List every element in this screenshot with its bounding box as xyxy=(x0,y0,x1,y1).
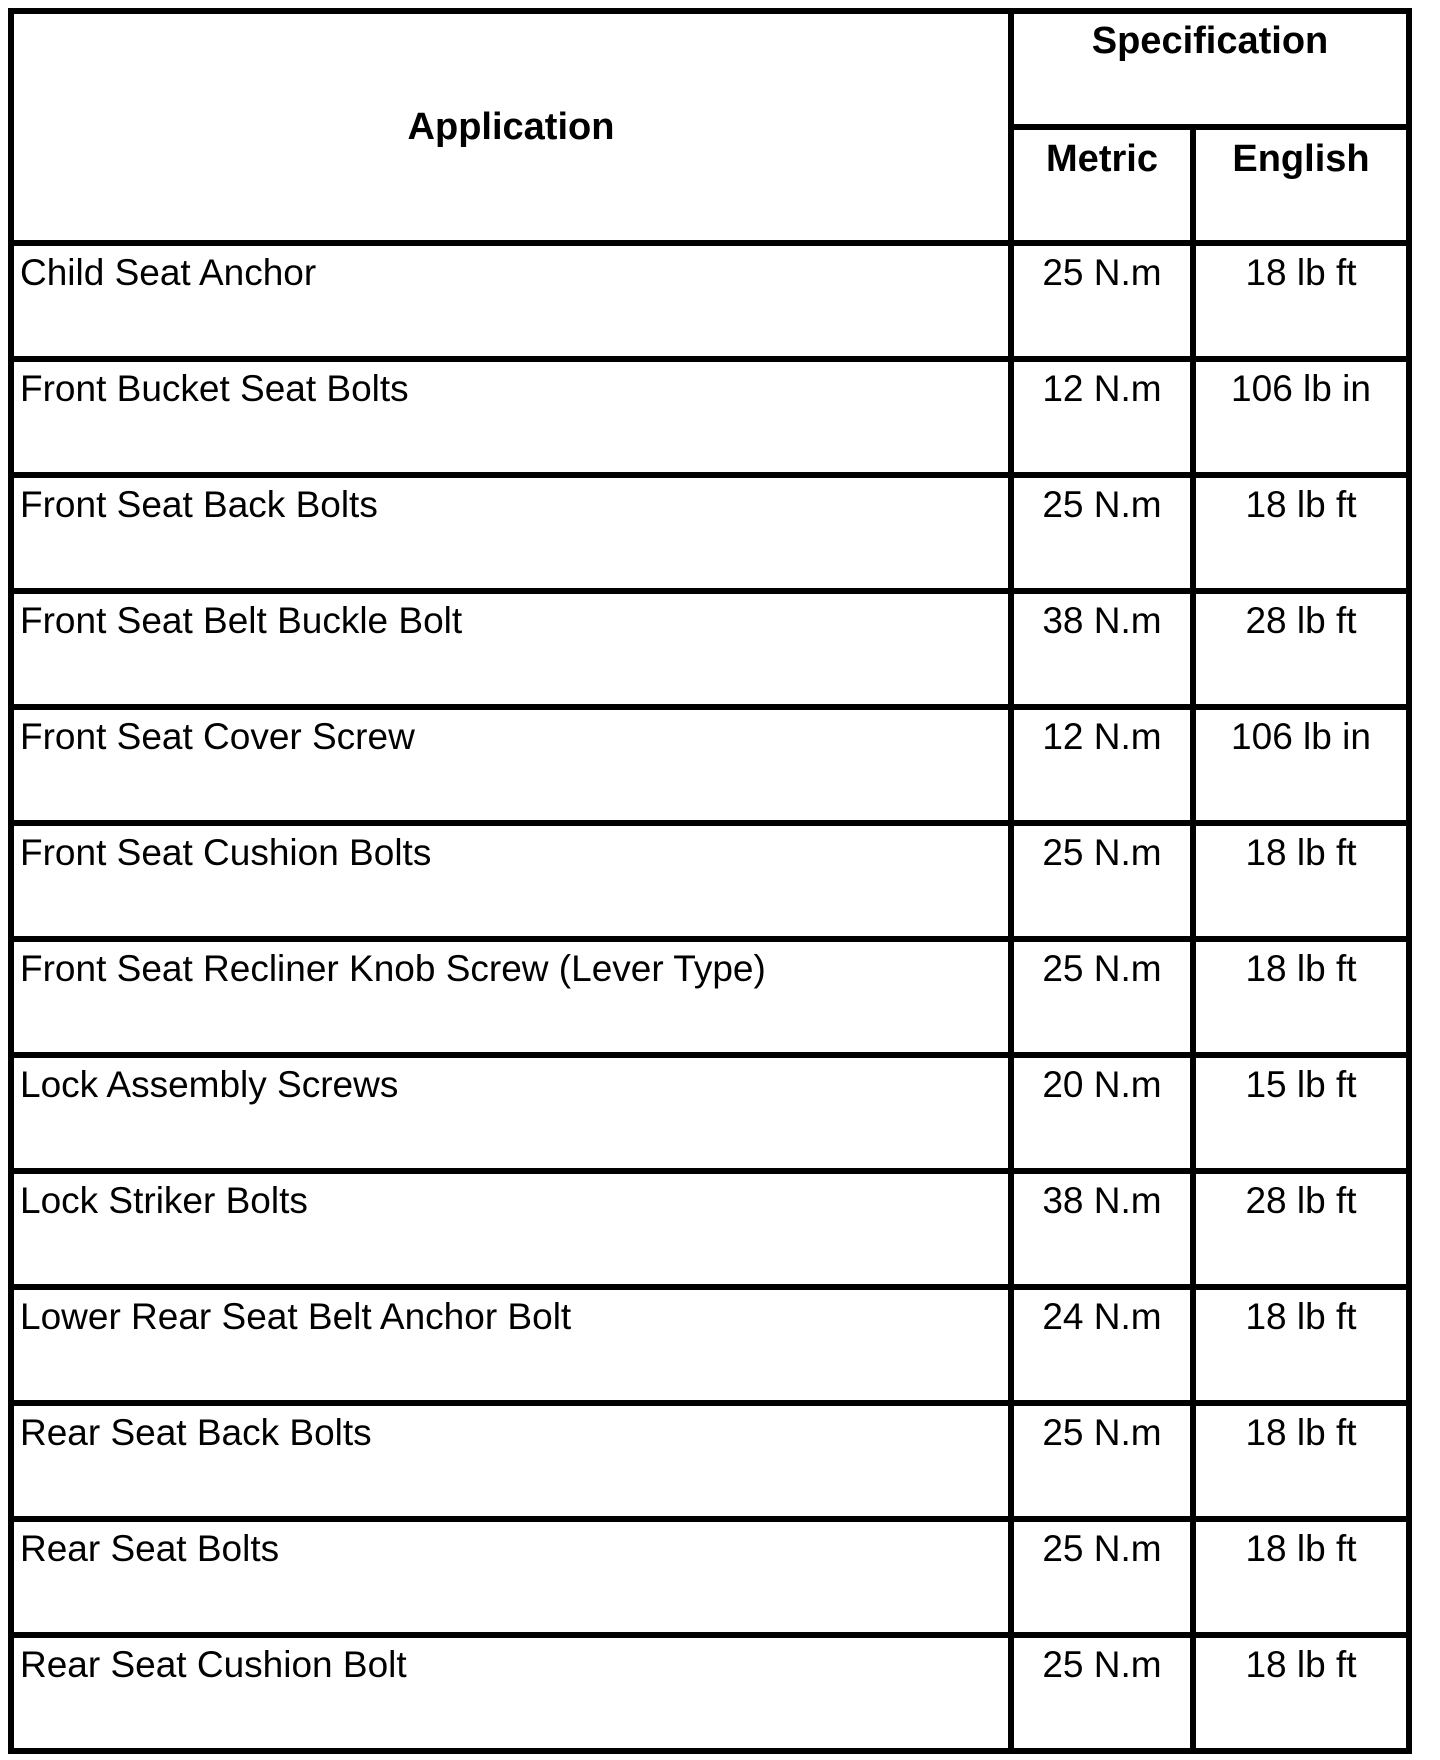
application-cell: Lock Assembly Screws xyxy=(11,1055,1011,1171)
table-row xyxy=(11,243,1409,359)
application-cell: Front Seat Belt Buckle Bolt xyxy=(11,591,1011,707)
english-column-header: English xyxy=(1193,127,1409,243)
header-row-top xyxy=(11,11,1409,127)
metric-cell: 25 N.m xyxy=(1011,1635,1193,1751)
table-row xyxy=(11,939,1409,1055)
english-cell: 18 lb ft xyxy=(1193,1287,1409,1403)
application-cell: Front Seat Back Bolts xyxy=(11,475,1011,591)
metric-cell: 25 N.m xyxy=(1011,475,1193,591)
metric-cell: 12 N.m xyxy=(1011,707,1193,823)
table-row xyxy=(11,1519,1409,1635)
metric-cell: 38 N.m xyxy=(1011,1171,1193,1287)
table-row xyxy=(11,1171,1409,1287)
english-cell: 18 lb ft xyxy=(1193,1403,1409,1519)
application-cell: Front Seat Cover Screw xyxy=(11,707,1011,823)
metric-cell: 25 N.m xyxy=(1011,1403,1193,1519)
table-row xyxy=(11,591,1409,707)
english-cell: 18 lb ft xyxy=(1193,939,1409,1055)
table-row xyxy=(11,475,1409,591)
specification-group-header: Specification xyxy=(1011,11,1409,127)
fastener-specification-table xyxy=(8,8,1412,1754)
metric-cell: 25 N.m xyxy=(1011,939,1193,1055)
english-cell: 18 lb ft xyxy=(1193,1635,1409,1751)
application-cell: Rear Seat Back Bolts xyxy=(11,1403,1011,1519)
table-row xyxy=(11,1403,1409,1519)
table-row xyxy=(11,1635,1409,1751)
table-row xyxy=(11,359,1409,475)
application-cell: Front Seat Recliner Knob Screw (Lever Type) xyxy=(11,939,1011,1055)
english-cell: 18 lb ft xyxy=(1193,823,1409,939)
table-body xyxy=(11,243,1409,1751)
application-cell: Lock Striker Bolts xyxy=(11,1171,1011,1287)
english-cell: 106 lb in xyxy=(1193,707,1409,823)
application-cell: Child Seat Anchor xyxy=(11,243,1011,359)
metric-cell: 25 N.m xyxy=(1011,1519,1193,1635)
table-row xyxy=(11,1287,1409,1403)
application-cell: Rear Seat Bolts xyxy=(11,1519,1011,1635)
application-column-header: Application xyxy=(11,11,1011,243)
table-row xyxy=(11,823,1409,939)
table-row xyxy=(11,707,1409,823)
english-cell: 15 lb ft xyxy=(1193,1055,1409,1171)
application-cell: Rear Seat Cushion Bolt xyxy=(11,1635,1011,1751)
english-cell: 28 lb ft xyxy=(1193,1171,1409,1287)
metric-column-header: Metric xyxy=(1011,127,1193,243)
metric-cell: 25 N.m xyxy=(1011,823,1193,939)
english-cell: 18 lb ft xyxy=(1193,475,1409,591)
metric-cell: 25 N.m xyxy=(1011,243,1193,359)
metric-cell: 20 N.m xyxy=(1011,1055,1193,1171)
english-cell: 106 lb in xyxy=(1193,359,1409,475)
application-cell: Front Seat Cushion Bolts xyxy=(11,823,1011,939)
english-cell: 18 lb ft xyxy=(1193,1519,1409,1635)
table-header xyxy=(11,11,1409,243)
application-cell: Front Bucket Seat Bolts xyxy=(11,359,1011,475)
metric-cell: 24 N.m xyxy=(1011,1287,1193,1403)
english-cell: 28 lb ft xyxy=(1193,591,1409,707)
table-row xyxy=(11,1055,1409,1171)
metric-cell: 38 N.m xyxy=(1011,591,1193,707)
metric-cell: 12 N.m xyxy=(1011,359,1193,475)
application-cell: Lower Rear Seat Belt Anchor Bolt xyxy=(11,1287,1011,1403)
english-cell: 18 lb ft xyxy=(1193,243,1409,359)
